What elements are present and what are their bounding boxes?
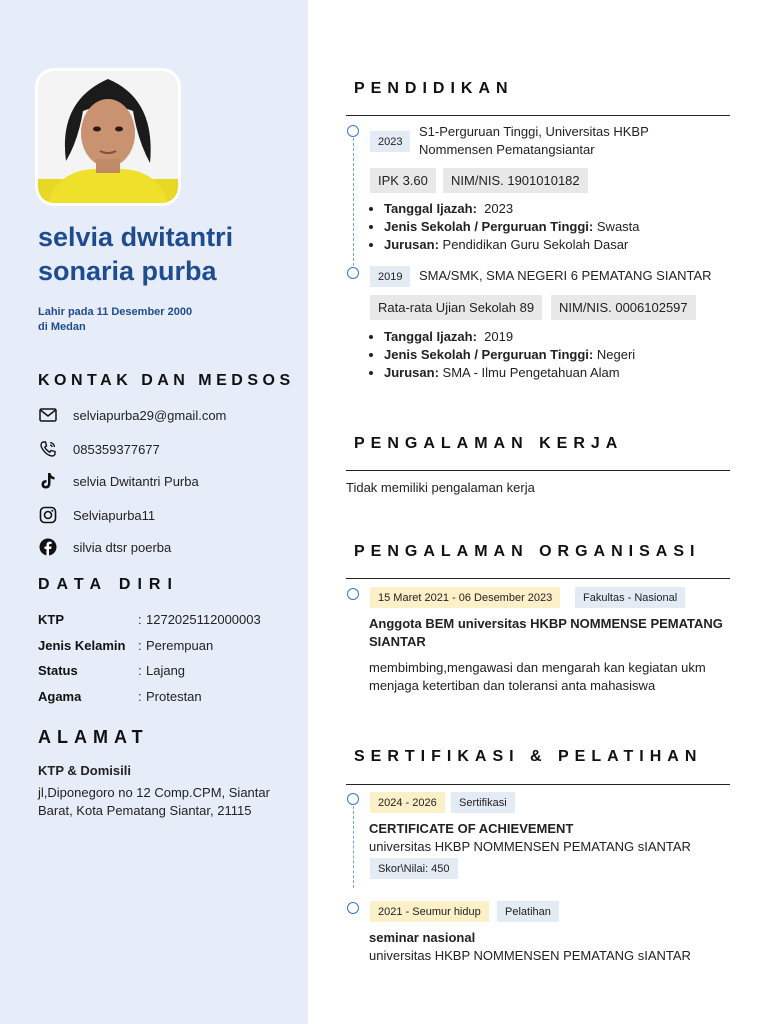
edu-school: S1-Perguruan Tinggi, Universitas HKBP Nommensen Pematangsiantar [419, 124, 649, 157]
instagram-icon [38, 505, 58, 525]
dd-label: Agama [38, 689, 82, 704]
detail-label: Jurusan: [384, 237, 439, 252]
cert-title: CERTIFICATE OF ACHIEVEMENT [369, 821, 574, 836]
cert-org: universitas HKBP NOMMENSEN PEMATANG sIANTAR [369, 948, 691, 963]
data-diri-heading: DATA DIRI [38, 576, 179, 593]
cert-date-chip: 2024 - 2026 [370, 792, 445, 813]
dd-value: Lajang [146, 663, 186, 678]
org-level-chip: Fakultas - Nasional [575, 587, 685, 608]
contact-email[interactable] [38, 405, 226, 425]
edu-detail-item [384, 328, 635, 346]
cert-type-chip: Pelatihan [497, 901, 559, 922]
data-diri-row [38, 689, 202, 704]
detail-value: 2023 [484, 201, 514, 216]
detail-value: Pendidikan Guru Sekolah Dasar [442, 237, 629, 252]
organisasi-heading: PENGALAMAN ORGANISASI [354, 543, 701, 560]
alamat-heading: ALAMAT [38, 727, 149, 747]
contact-facebook-value: silvia dtsr poerba [73, 539, 172, 555]
detail-label: Jenis Sekolah / Perguruan Tinggi: [384, 347, 594, 362]
detail-label: Jenis Sekolah / Perguruan Tinggi: [384, 219, 594, 234]
timeline-dot [347, 793, 359, 805]
contact-tiktok[interactable] [38, 471, 199, 491]
facebook-icon [38, 537, 58, 557]
dd-value: Perempuan [146, 638, 214, 653]
edu-nim-chip: NIM/NIS. 1901010182 [443, 168, 588, 193]
edu-year-chip: 2023 [370, 131, 410, 152]
birth-place: di Medan [38, 321, 86, 333]
dd-colon: : [138, 689, 142, 704]
phone-icon [38, 439, 58, 459]
timeline-line [353, 806, 354, 888]
org-title: Anggota BEM universitas HKBP NOMMENSE PEMATANG SIANTAR [369, 616, 723, 649]
timeline-dot [347, 125, 359, 137]
dd-label: Status [38, 663, 78, 678]
dd-label: Jenis Kelamin [38, 638, 126, 653]
cert-date-chip: 2021 - Seumur hidup [370, 901, 489, 922]
dd-value: Protestan [146, 689, 202, 704]
timeline-dot [347, 588, 359, 600]
detail-label: Tanggal Ijazah: [384, 329, 477, 344]
kerja-text: Tidak memiliki pengalaman kerja [346, 480, 535, 495]
cert-score-chip: Skor\Nilai: 450 [370, 858, 458, 879]
edu-detail-item [384, 236, 640, 254]
detail-value: Swasta [596, 219, 640, 234]
sertifikasi-heading: SERTIFIKASI & PELATIHAN [354, 748, 703, 765]
data-diri-row [38, 663, 185, 678]
contact-facebook[interactable] [38, 537, 171, 557]
timeline-dot [347, 267, 359, 279]
edu-detail-item [384, 200, 640, 218]
dd-value: 1272025112000003 [146, 612, 261, 627]
edu-details [370, 328, 635, 382]
dd-colon: : [138, 612, 142, 627]
timeline-line [353, 138, 354, 266]
edu-school: SMA/SMK, SMA NEGERI 6 PEMATANG SIANTAR [419, 268, 712, 283]
contact-phone[interactable] [38, 439, 160, 459]
section-divider [346, 115, 730, 116]
edu-nim-chip: NIM/NIS. 0006102597 [551, 295, 696, 320]
detail-value: 2019 [484, 329, 514, 344]
contact-email-value: selviapurba29@gmail.com [73, 407, 227, 423]
section-divider [346, 578, 730, 579]
alamat-label: KTP & Domisili [38, 763, 131, 778]
edu-score-chip: Rata-rata Ujian Sekolah 89 [370, 295, 542, 320]
birth-date: Lahir pada 11 Desember 2000 [38, 306, 193, 318]
profile-name: selvia dwitantri sonaria purba [38, 222, 234, 286]
alamat-text: jl,Diponegoro no 12 Comp.CPM, Siantar Barat, Kota Pematang Siantar, 21115 [38, 785, 270, 818]
pendidikan-heading: PENDIDIKAN [354, 80, 514, 97]
kerja-heading: PENGALAMAN KERJA [354, 435, 624, 452]
dd-colon: : [138, 638, 142, 653]
contact-phone-value: 085359377677 [73, 441, 160, 457]
birth-info [38, 305, 288, 335]
org-desc: membimbing,mengawasi dan mengarah kan kegiatan ukm menjaga ketertiban dan toleransi anta mahasiswa [369, 660, 706, 693]
data-diri-row [38, 638, 213, 653]
edu-detail-item [384, 346, 635, 364]
cert-title: seminar nasional [369, 930, 476, 945]
dd-label: KTP [38, 612, 64, 627]
edu-details [370, 200, 640, 254]
section-divider [346, 784, 730, 785]
detail-label: Jurusan: [384, 365, 439, 380]
data-diri-row [38, 612, 261, 627]
timeline-dot [347, 902, 359, 914]
cert-org: universitas HKBP NOMMENSEN PEMATANG sIANTAR [369, 839, 691, 854]
edu-ipk-chip: IPK 3.60 [370, 168, 436, 193]
edu-detail-item [384, 364, 635, 382]
mail-icon [38, 405, 58, 425]
contact-tiktok-value: selvia Dwitantri Purba [73, 473, 199, 489]
detail-value: SMA - Ilmu Pengetahuan Alam [442, 365, 620, 380]
contact-heading: KONTAK DAN MEDSOS [38, 372, 295, 389]
org-date-chip: 15 Maret 2021 - 06 Desember 2023 [370, 587, 560, 608]
detail-label: Tanggal Ijazah: [384, 201, 477, 216]
edu-year-chip: 2019 [370, 266, 410, 287]
dd-colon: : [138, 663, 142, 678]
cert-type-chip: Sertifikasi [451, 792, 515, 813]
tiktok-icon [38, 471, 58, 491]
detail-value: Negeri [596, 347, 636, 362]
profile-photo [38, 71, 178, 203]
contact-instagram[interactable] [38, 505, 155, 525]
contact-instagram-value: Selviapurba11 [73, 507, 156, 523]
section-divider [346, 470, 730, 471]
edu-detail-item [384, 218, 640, 236]
